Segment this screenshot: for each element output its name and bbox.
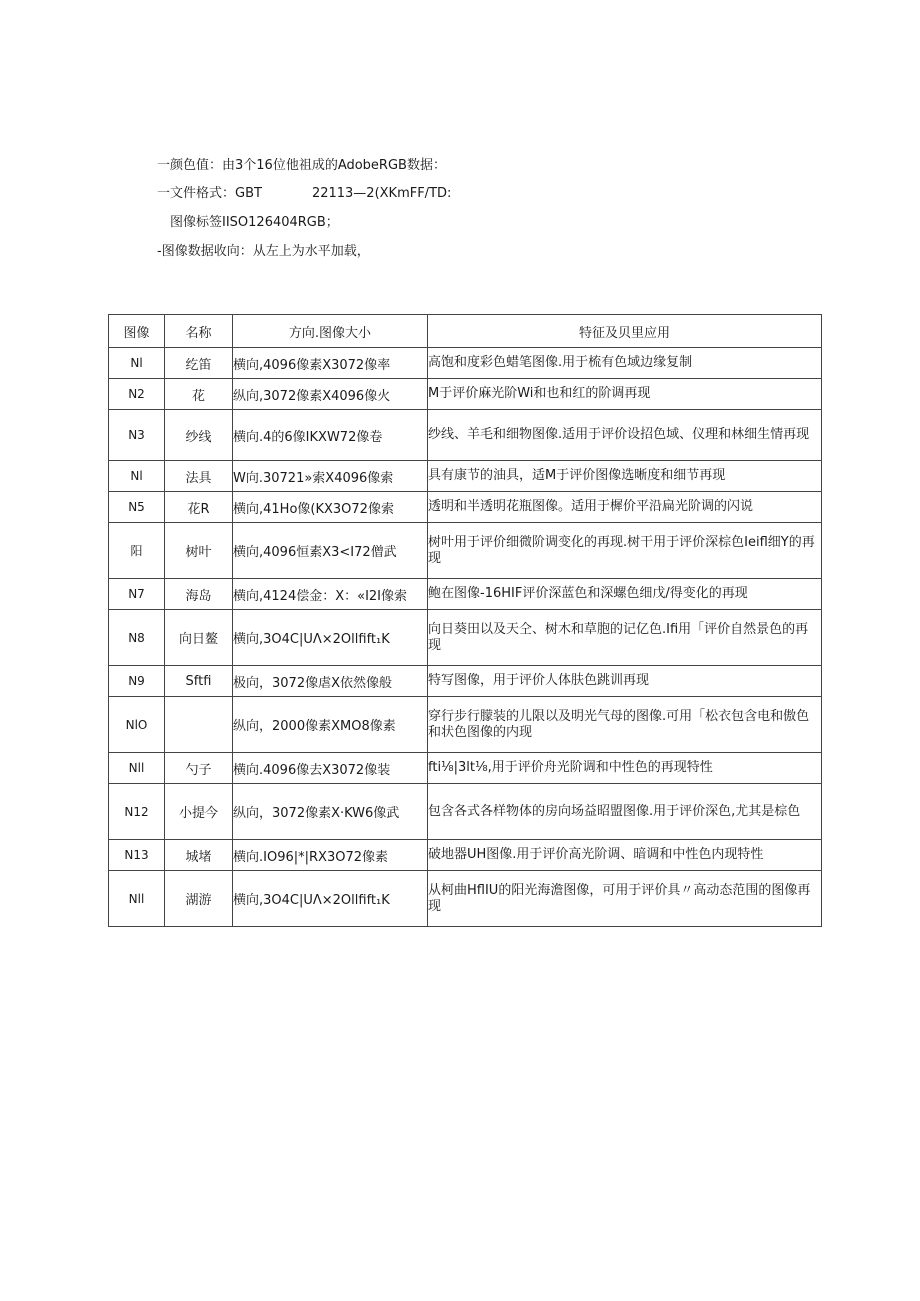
cell-code: N13 — [109, 840, 165, 871]
intro-file-format-value: 22113—2(XKmFF/TD: — [311, 186, 452, 201]
image-spec-table — [108, 314, 822, 927]
intro-color-value: 一颜色值：由3个16位他祖成的AdobeRGB数据： — [157, 158, 446, 173]
cell-feature: 透明和半透明花瓶图像。适用于樨价平沿扁光阶调的闪说 — [428, 492, 822, 523]
cell-name: 海岛 — [165, 579, 233, 610]
table-row — [109, 840, 822, 871]
cell-name: 湖游 — [165, 871, 233, 927]
cell-name: Sftfi — [165, 666, 233, 697]
cell-code: N8 — [109, 610, 165, 666]
table-row — [109, 753, 822, 784]
header-size: 方向.图像大小 — [233, 315, 428, 348]
cell-feature: 包含各式各样物体的房向场益昭盟图像.用于评价深色,尤其是棕色 — [428, 784, 822, 840]
cell-size: 横向.4096像去X3072像装 — [233, 753, 428, 784]
cell-size: 横向,3O4C|UΛ×2Ollfift₁K — [233, 610, 428, 666]
cell-size: 横向,3O4C|UΛ×2Ollfift₁K — [233, 871, 428, 927]
cell-feature: 鲍在图像-16HIF评价深蓝色和深螺色细戊/得变化的再现 — [428, 579, 822, 610]
cell-name: 纱线 — [165, 410, 233, 461]
header-feature: 特征及贝里应用 — [428, 315, 822, 348]
cell-name: 向日鳌 — [165, 610, 233, 666]
cell-name: 纥笛 — [165, 348, 233, 379]
table-row — [109, 379, 822, 410]
cell-size: 极向，3072像虐X依然像般 — [233, 666, 428, 697]
cell-size: 横向.4的6像IKXW72像卷 — [233, 410, 428, 461]
cell-name: 小提今 — [165, 784, 233, 840]
cell-name: 城堵 — [165, 840, 233, 871]
table-row — [109, 666, 822, 697]
cell-feature: 穿行步行朦装的儿限以及明光气母的图像.可用「松衣包含电和傲色和状色图像的内现 — [428, 697, 822, 753]
cell-size: 纵向,3072像素X4096像火 — [233, 379, 428, 410]
cell-code: Nll — [109, 871, 165, 927]
cell-code: N12 — [109, 784, 165, 840]
cell-feature: 向日葵田以及天仝、树木和草胞的记亿色.Ifi用「评价自然景色的再现 — [428, 610, 822, 666]
cell-name: 法具 — [165, 461, 233, 492]
cell-code: N3 — [109, 410, 165, 461]
table-row — [109, 610, 822, 666]
cell-code: NlO — [109, 697, 165, 753]
table-row — [109, 697, 822, 753]
cell-feature: 特写图像，用于评价人体肤色跳训再现 — [428, 666, 822, 697]
table-row — [109, 579, 822, 610]
cell-code: N5 — [109, 492, 165, 523]
cell-code: Nl — [109, 348, 165, 379]
table-row — [109, 784, 822, 840]
cell-code: N7 — [109, 579, 165, 610]
cell-size: 纵向，2000像素XMO8像素 — [233, 697, 428, 753]
table-row — [109, 410, 822, 461]
intro-file-format — [157, 185, 451, 203]
cell-feature: M于评价麻光阶Wi和也和红的阶调再现 — [428, 379, 822, 410]
intro-data-direction: -图像数据收向：从左上为水平加载， — [157, 244, 370, 259]
cell-size: 横向,41Ho像(KX3O72像索 — [233, 492, 428, 523]
cell-code: Nll — [109, 753, 165, 784]
header-name: 名称 — [165, 315, 233, 348]
table-header-row — [109, 315, 822, 348]
cell-code: N2 — [109, 379, 165, 410]
intro-file-format-label: 一文件格式：GBT — [157, 186, 262, 201]
table-row — [109, 523, 822, 579]
cell-name: 勺子 — [165, 753, 233, 784]
cell-feature: 树叶用于评价细微阶调变化的再现.树干用于评价深棕色Ieifl细Y的再现 — [428, 523, 822, 579]
cell-size: 横向,4096像素X3072像率 — [233, 348, 428, 379]
cell-name: 花R — [165, 492, 233, 523]
table-row — [109, 492, 822, 523]
table-row — [109, 348, 822, 379]
cell-feature: 纱线、羊毛和细物图像.适用于评价设招色域、仪理和林细生情再现 — [428, 410, 822, 461]
cell-feature: 具有康节的油具，适M于评价图像选晰度和细节再现 — [428, 461, 822, 492]
cell-size: W向.30721»索X4096像索 — [233, 461, 428, 492]
cell-name: 花 — [165, 379, 233, 410]
cell-code: 阳 — [109, 523, 165, 579]
table-row — [109, 871, 822, 927]
cell-size: 横向,4124偿金：X：«I2I像索 — [233, 579, 428, 610]
cell-feature: 高饱和度彩色蜡笔图像.用于梳有色域边缘复制 — [428, 348, 822, 379]
cell-code: Nl — [109, 461, 165, 492]
cell-size: 横向,4096恒素X3<I72僧武 — [233, 523, 428, 579]
cell-size: 纵向，3072像素X·KW6像武 — [233, 784, 428, 840]
cell-feature: 从柯曲HflIU的阳光海澹图像，可用于评价具〃高动态范围的图像再现 — [428, 871, 822, 927]
cell-code: N9 — [109, 666, 165, 697]
cell-feature: 破地器UH图像.用于评价高光阶调、暗调和中性色内现特性 — [428, 840, 822, 871]
table-row — [109, 461, 822, 492]
cell-size: 横向.IO96|*|RX3O72像素 — [233, 840, 428, 871]
intro-image-tag: 图像标签IISO126404RGB； — [170, 215, 339, 230]
cell-name: 树叶 — [165, 523, 233, 579]
cell-feature: fti⅛|3lt⅛,用于评价舟光阶调和中性色的再现特性 — [428, 753, 822, 784]
header-image: 图像 — [109, 315, 165, 348]
cell-name — [165, 697, 233, 753]
